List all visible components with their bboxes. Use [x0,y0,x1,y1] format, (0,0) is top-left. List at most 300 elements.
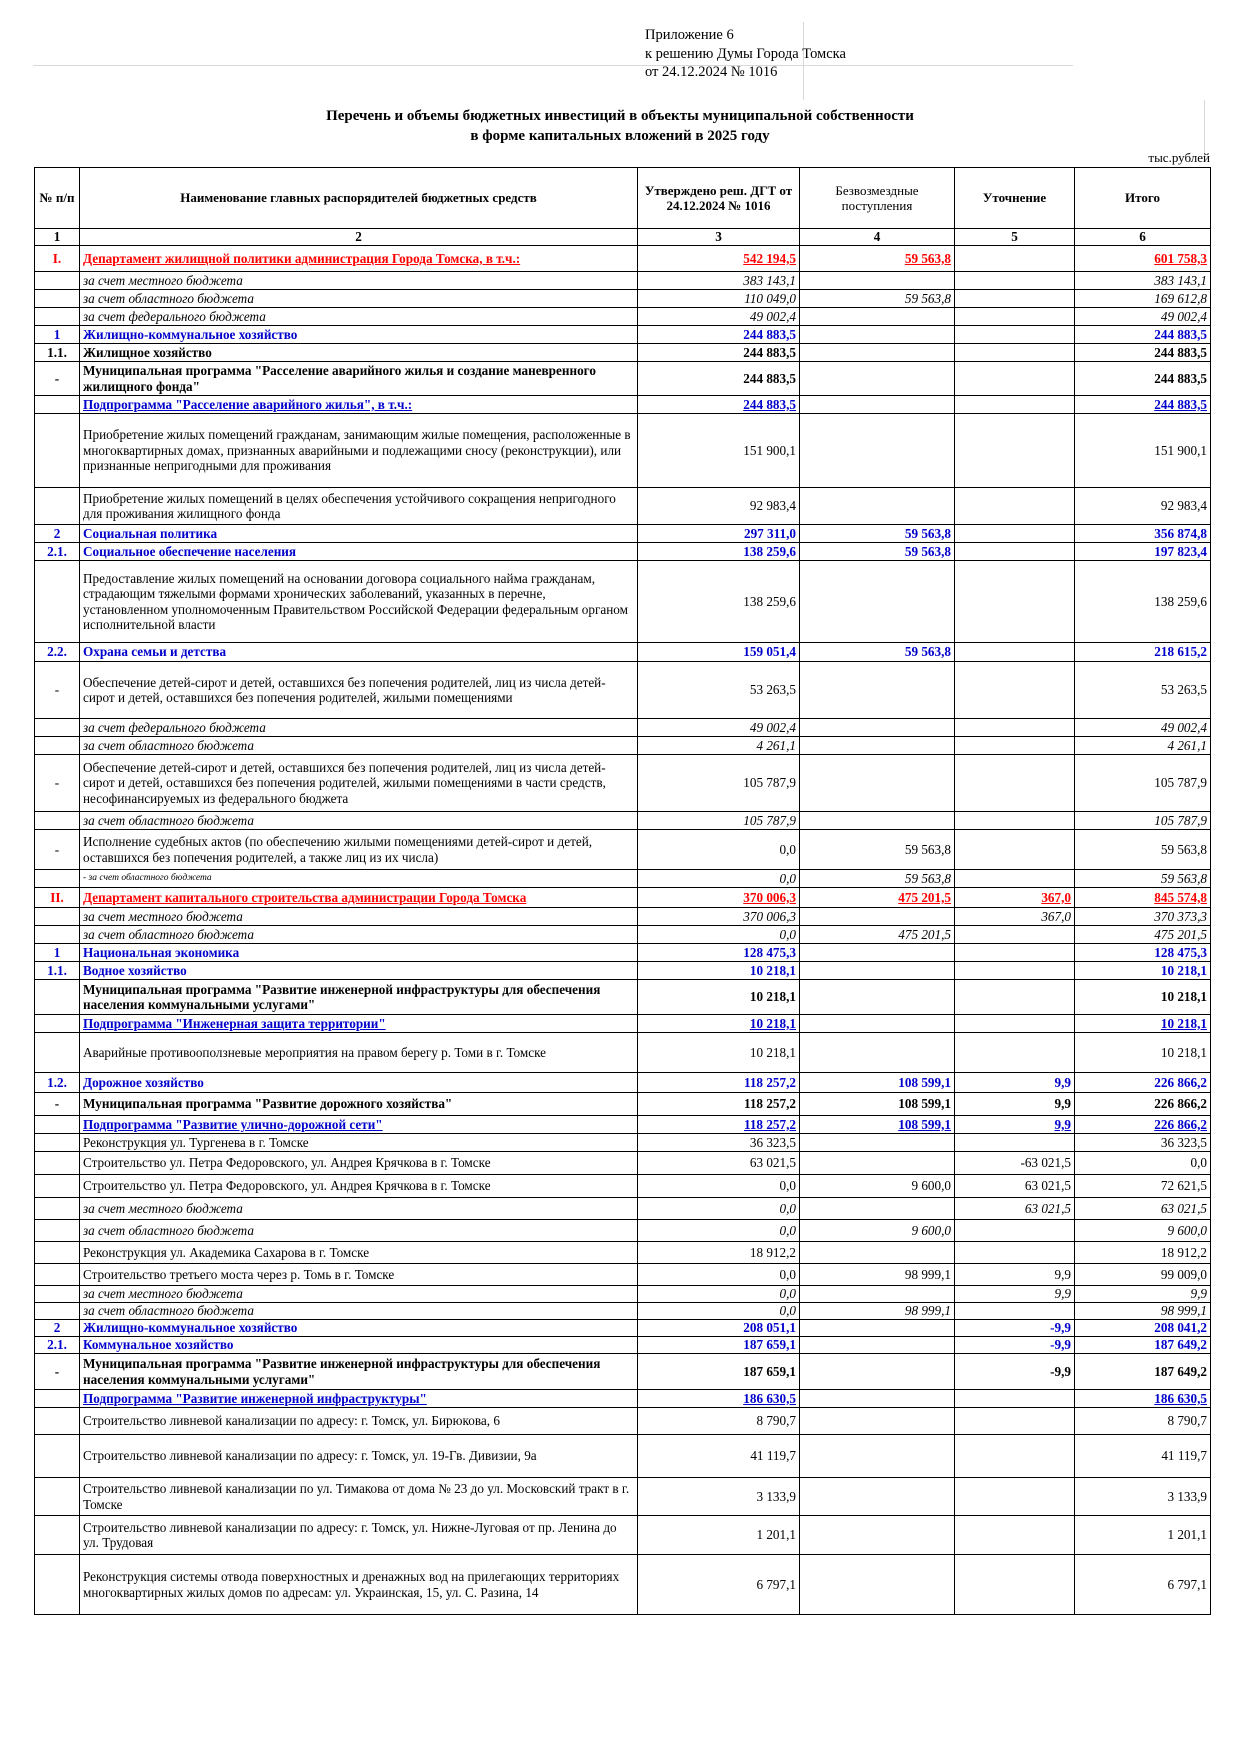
row-adjustment: 63 021,5 [955,1175,1075,1198]
row-name: за счет областного бюджета [80,290,638,308]
row-name: Приобретение жилых помещений гражданам, занимающим жилые помещения, расположенные в многоквартирных домах, признанных аварийными и подлежащими сносу (реконструкции), или признанные непригодными для проживания [80,414,638,488]
table-row [35,1555,1211,1615]
table-body [35,246,1211,1615]
row-name: Приобретение жилых помещений в целях обеспечения устойчивого сокращения непригодного для проживания жилищного фонда [80,488,638,525]
row-total: 187 649,2 [1075,1354,1211,1390]
row-adjustment [955,1033,1075,1073]
row-adjustment [955,1303,1075,1320]
row-approved: 138 259,6 [638,543,800,561]
row-approved: 105 787,9 [638,755,800,812]
row-adjustment [955,1435,1075,1478]
row-total: 9 600,0 [1075,1220,1211,1242]
row-total: 138 259,6 [1075,561,1211,643]
header-rule [33,65,1073,66]
row-total: 36 323,5 [1075,1134,1211,1152]
row-grants [800,962,955,980]
row-name: за счет областного бюджета [80,926,638,944]
row-grants: 59 563,8 [800,246,955,272]
table-row [35,525,1211,543]
table-row [35,888,1211,908]
row-total: 475 201,5 [1075,926,1211,944]
row-approved: 10 218,1 [638,980,800,1015]
row-total: 1 201,1 [1075,1516,1211,1555]
row-total: 128 475,3 [1075,944,1211,962]
row-adjustment [955,980,1075,1015]
column-index: 2 [80,229,638,246]
row-number: 2.1. [35,543,80,561]
row-total: 383 143,1 [1075,272,1211,290]
row-approved: 0,0 [638,870,800,888]
row-total: 53 263,5 [1075,662,1211,719]
row-number [35,488,80,525]
row-adjustment: -9,9 [955,1354,1075,1390]
table-row [35,396,1211,414]
row-grants [800,308,955,326]
row-number [35,396,80,414]
row-total: 197 823,4 [1075,543,1211,561]
row-name: Исполнение судебных актов (по обеспечению жилыми помещениями детей-сирот и детей, оставшихся без попечения родителей, а также лиц из их числа) [80,830,638,870]
row-total: 356 874,8 [1075,525,1211,543]
row-adjustment [955,755,1075,812]
table-row [35,870,1211,888]
row-adjustment [955,525,1075,543]
row-total: 10 218,1 [1075,962,1211,980]
row-number: II. [35,888,80,908]
document-title [0,106,1240,146]
row-grants [800,944,955,962]
row-approved: 128 475,3 [638,944,800,962]
row-approved: 0,0 [638,830,800,870]
row-adjustment: 367,0 [955,908,1075,926]
row-name: за счет местного бюджета [80,908,638,926]
row-grants [800,737,955,755]
table-row [35,1354,1211,1390]
column-index: 6 [1075,229,1211,246]
column-header-approved: Утверждено реш. ДГТ от 24.12.2024 № 1016 [638,168,800,229]
row-approved: 53 263,5 [638,662,800,719]
row-approved: 118 257,2 [638,1093,800,1116]
row-name: Охрана семьи и детства [80,643,638,662]
table-row [35,308,1211,326]
row-grants: 108 599,1 [800,1093,955,1116]
row-adjustment [955,1516,1075,1555]
row-total: 63 021,5 [1075,1198,1211,1220]
table-row [35,662,1211,719]
table-row [35,1320,1211,1337]
row-total: 10 218,1 [1075,1033,1211,1073]
row-approved: 10 218,1 [638,1015,800,1033]
row-approved: 4 261,1 [638,737,800,755]
row-adjustment [955,246,1075,272]
row-grants: 59 563,8 [800,643,955,662]
table-row [35,1242,1211,1264]
row-grants: 9 600,0 [800,1175,955,1198]
row-number [35,1198,80,1220]
row-grants [800,1198,955,1220]
row-approved: 297 311,0 [638,525,800,543]
column-header-total: Итого [1075,168,1211,229]
appendix-decision: к решению Думы Города Томска [645,45,846,62]
row-name: Социальная политика [80,525,638,543]
row-number [35,1116,80,1134]
row-total: 244 883,5 [1075,362,1211,396]
row-adjustment: 367,0 [955,888,1075,908]
row-total: 6 797,1 [1075,1555,1211,1615]
row-approved: 110 049,0 [638,290,800,308]
table-row [35,1152,1211,1175]
row-approved: 542 194,5 [638,246,800,272]
row-total: 3 133,9 [1075,1478,1211,1516]
row-approved: 0,0 [638,1175,800,1198]
table-row [35,488,1211,525]
row-grants [800,272,955,290]
row-total: 10 218,1 [1075,1015,1211,1033]
row-grants [800,719,955,737]
row-number [35,414,80,488]
table-row [35,1116,1211,1134]
row-name: Подпрограмма "Расселение аварийного жилья", в т.ч.: [80,396,638,414]
row-total: 105 787,9 [1075,812,1211,830]
row-number: I. [35,246,80,272]
appendix-number: Приложение 6 [645,27,734,43]
row-number: 2 [35,1320,80,1337]
table-row [35,1015,1211,1033]
row-adjustment [955,290,1075,308]
row-name: Подпрограмма "Развитие улично-дорожной сети" [80,1116,638,1134]
row-total: 8 790,7 [1075,1408,1211,1435]
row-number [35,308,80,326]
row-grants [800,1435,955,1478]
row-grants: 98 999,1 [800,1303,955,1320]
column-header-number: № п/п [35,168,80,229]
row-name: Строительство ливневой канализации по адресу: г. Томск, ул. Бирюкова, 6 [80,1408,638,1435]
row-approved: 0,0 [638,1286,800,1303]
title-line-2: в форме капитальных вложений в 2025 году [470,128,770,144]
row-number [35,1242,80,1264]
row-total: 98 999,1 [1075,1303,1211,1320]
row-number [35,1264,80,1286]
row-name: Строительство третьего моста через р. Томь в г. Томске [80,1264,638,1286]
row-number [35,1134,80,1152]
row-grants [800,980,955,1015]
row-adjustment [955,1242,1075,1264]
row-approved: 138 259,6 [638,561,800,643]
table-row [35,1220,1211,1242]
table-row [35,246,1211,272]
row-total: 59 563,8 [1075,830,1211,870]
row-name: Реконструкция ул. Академика Сахарова в г. Томске [80,1242,638,1264]
column-header-adjustment: Уточнение [955,168,1075,229]
row-name: Коммунальное хозяйство [80,1337,638,1354]
row-total: 218 615,2 [1075,643,1211,662]
row-grants: 108 599,1 [800,1116,955,1134]
table-row [35,830,1211,870]
row-adjustment [955,1015,1075,1033]
row-adjustment [955,662,1075,719]
row-grants: 475 201,5 [800,888,955,908]
row-approved: 63 021,5 [638,1152,800,1175]
table-row [35,290,1211,308]
table-row [35,272,1211,290]
row-adjustment: 9,9 [955,1093,1075,1116]
row-adjustment: -9,9 [955,1337,1075,1354]
row-total: 151 900,1 [1075,414,1211,488]
row-total: 99 009,0 [1075,1264,1211,1286]
table-row [35,362,1211,396]
row-adjustment [955,737,1075,755]
table-row [35,1478,1211,1516]
row-adjustment [955,1134,1075,1152]
row-total: 18 912,2 [1075,1242,1211,1264]
table-row [35,326,1211,344]
row-name: за счет федерального бюджета [80,308,638,326]
row-adjustment [955,1555,1075,1615]
row-number: 1.1. [35,962,80,980]
row-total: 59 563,8 [1075,870,1211,888]
table-row [35,944,1211,962]
row-adjustment [955,1220,1075,1242]
row-adjustment [955,1478,1075,1516]
row-name: Муниципальная программа "Развитие инженерной инфраструктуры для обеспечения населения коммунальными услугами" [80,1354,638,1390]
row-adjustment [955,344,1075,362]
row-name: Муниципальная программа "Развитие инженерной инфраструктуры для обеспечения населения коммунальными услугами" [80,980,638,1015]
row-name: Муниципальная программа "Развитие дорожного хозяйства" [80,1093,638,1116]
table-row [35,1175,1211,1198]
row-number: - [35,662,80,719]
row-grants [800,1320,955,1337]
row-total: 72 621,5 [1075,1175,1211,1198]
table-row [35,1408,1211,1435]
row-total: 9,9 [1075,1286,1211,1303]
row-approved: 118 257,2 [638,1073,800,1093]
row-adjustment [955,719,1075,737]
row-approved: 370 006,3 [638,888,800,908]
row-grants [800,362,955,396]
row-name: Строительство ливневой канализации по ул. Тимакова от дома № 23 до ул. Московский тракт в г. Томске [80,1478,638,1516]
row-number [35,980,80,1015]
row-name: Социальное обеспечение населения [80,543,638,561]
row-number: - [35,830,80,870]
row-number: 1.2. [35,1073,80,1093]
table-row [35,737,1211,755]
row-number [35,1555,80,1615]
table-row [35,962,1211,980]
row-name: Реконструкция системы отвода поверхностных и дренажных вод на прилегающих территориях многоквартирных жилых домов по адресам: ул. Украинская, 15, ул. С. Разина, 14 [80,1555,638,1615]
table-row [35,926,1211,944]
table-row [35,561,1211,643]
row-approved: 244 883,5 [638,344,800,362]
row-name: Жилищно-коммунальное хозяйство [80,1320,638,1337]
column-header-grants: Безвозмездные поступления [800,168,955,229]
row-name: за счет местного бюджета [80,1198,638,1220]
row-adjustment [955,1390,1075,1408]
row-grants [800,755,955,812]
row-grants: 59 563,8 [800,525,955,543]
row-grants [800,1242,955,1264]
row-adjustment [955,414,1075,488]
row-grants [800,1408,955,1435]
row-adjustment [955,962,1075,980]
row-grants [800,1478,955,1516]
row-adjustment: 9,9 [955,1286,1075,1303]
row-approved: 159 051,4 [638,643,800,662]
row-name: Жилищное хозяйство [80,344,638,362]
row-grants: 59 563,8 [800,870,955,888]
row-grants [800,1516,955,1555]
row-grants [800,1354,955,1390]
row-grants: 108 599,1 [800,1073,955,1093]
column-index: 5 [955,229,1075,246]
row-adjustment: -63 021,5 [955,1152,1075,1175]
row-number [35,1175,80,1198]
table-row [35,908,1211,926]
row-total: 244 883,5 [1075,326,1211,344]
column-index-row [35,229,1211,246]
row-grants: 59 563,8 [800,830,955,870]
row-approved: 118 257,2 [638,1116,800,1134]
row-number: - [35,755,80,812]
row-grants [800,561,955,643]
row-adjustment [955,926,1075,944]
row-name: Муниципальная программа "Расселение аварийного жилья и создание маневренного жилищного фонда" [80,362,638,396]
row-approved: 187 659,1 [638,1337,800,1354]
table-row [35,755,1211,812]
row-approved: 10 218,1 [638,962,800,980]
row-adjustment [955,362,1075,396]
row-adjustment [955,396,1075,414]
row-adjustment: 9,9 [955,1264,1075,1286]
row-adjustment [955,812,1075,830]
row-number [35,1516,80,1555]
row-number: 1.1. [35,344,80,362]
row-number [35,737,80,755]
row-number: - [35,362,80,396]
table-row [35,1198,1211,1220]
row-total: 41 119,7 [1075,1435,1211,1478]
row-adjustment [955,830,1075,870]
row-grants [800,812,955,830]
row-name: Подпрограмма "Развитие инженерной инфраструктуры" [80,1390,638,1408]
row-adjustment: 63 021,5 [955,1198,1075,1220]
row-grants [800,488,955,525]
row-number [35,1286,80,1303]
row-approved: 105 787,9 [638,812,800,830]
row-approved: 0,0 [638,1264,800,1286]
row-adjustment [955,870,1075,888]
row-grants [800,1015,955,1033]
row-approved: 383 143,1 [638,272,800,290]
row-total: 4 261,1 [1075,737,1211,755]
row-total: 49 002,4 [1075,308,1211,326]
row-number: 2.2. [35,643,80,662]
title-line-1: Перечень и объемы бюджетных инвестиций в объекты муниципальной собственности [326,108,914,124]
investment-table [34,167,1211,1615]
row-name: - за счет областного бюджета [80,870,638,888]
row-number [35,1478,80,1516]
row-name: Водное хозяйство [80,962,638,980]
table-row [35,1264,1211,1286]
table-row [35,1033,1211,1073]
row-approved: 1 201,1 [638,1516,800,1555]
table-row [35,344,1211,362]
row-approved: 151 900,1 [638,414,800,488]
row-name: за счет областного бюджета [80,812,638,830]
row-approved: 186 630,5 [638,1390,800,1408]
table-row [35,1073,1211,1093]
appendix-header [645,26,846,82]
row-adjustment: -9,9 [955,1320,1075,1337]
row-adjustment [955,643,1075,662]
row-approved: 370 006,3 [638,908,800,926]
row-total: 105 787,9 [1075,755,1211,812]
row-total: 845 574,8 [1075,888,1211,908]
row-grants [800,1152,955,1175]
row-number [35,1033,80,1073]
table-row [35,812,1211,830]
row-grants: 9 600,0 [800,1220,955,1242]
row-name: за счет областного бюджета [80,1303,638,1320]
table-row [35,1337,1211,1354]
row-name: Дорожное хозяйство [80,1073,638,1093]
row-total: 226 866,2 [1075,1093,1211,1116]
row-total: 244 883,5 [1075,344,1211,362]
row-name: Строительство ливневой канализации по адресу: г. Томск, ул. 19-Гв. Дивизии, 9а [80,1435,638,1478]
row-approved: 3 133,9 [638,1478,800,1516]
row-number: 2 [35,525,80,543]
row-grants: 59 563,8 [800,290,955,308]
row-approved: 41 119,7 [638,1435,800,1478]
row-grants [800,1555,955,1615]
row-approved: 0,0 [638,1220,800,1242]
row-number: - [35,1093,80,1116]
table-row [35,1516,1211,1555]
column-index: 3 [638,229,800,246]
table-header-row [35,168,1211,229]
row-approved: 49 002,4 [638,719,800,737]
row-grants: 59 563,8 [800,543,955,561]
row-number [35,1303,80,1320]
row-total: 169 612,8 [1075,290,1211,308]
row-name: Строительство ул. Петра Федоровского, ул. Андрея Крячкова в г. Томске [80,1175,638,1198]
table-row [35,1435,1211,1478]
table-row [35,1303,1211,1320]
row-approved: 0,0 [638,926,800,944]
row-adjustment: 9,9 [955,1073,1075,1093]
row-approved: 208 051,1 [638,1320,800,1337]
row-number [35,1152,80,1175]
row-adjustment [955,326,1075,344]
row-name: Строительство ливневой канализации по адресу: г. Томск, ул. Нижне-Луговая от пр. Ленина до ул. Трудовая [80,1516,638,1555]
row-adjustment [955,543,1075,561]
row-number [35,561,80,643]
row-total: 244 883,5 [1075,396,1211,414]
row-grants [800,1286,955,1303]
row-grants [800,1134,955,1152]
row-number [35,1435,80,1478]
row-grants [800,908,955,926]
row-approved: 244 883,5 [638,362,800,396]
row-adjustment [955,561,1075,643]
row-total: 187 649,2 [1075,1337,1211,1354]
table-row [35,980,1211,1015]
table-row [35,643,1211,662]
row-approved: 6 797,1 [638,1555,800,1615]
row-grants [800,1390,955,1408]
row-total: 92 983,4 [1075,488,1211,525]
column-index: 1 [35,229,80,246]
row-grants: 98 999,1 [800,1264,955,1286]
row-total: 370 373,3 [1075,908,1211,926]
